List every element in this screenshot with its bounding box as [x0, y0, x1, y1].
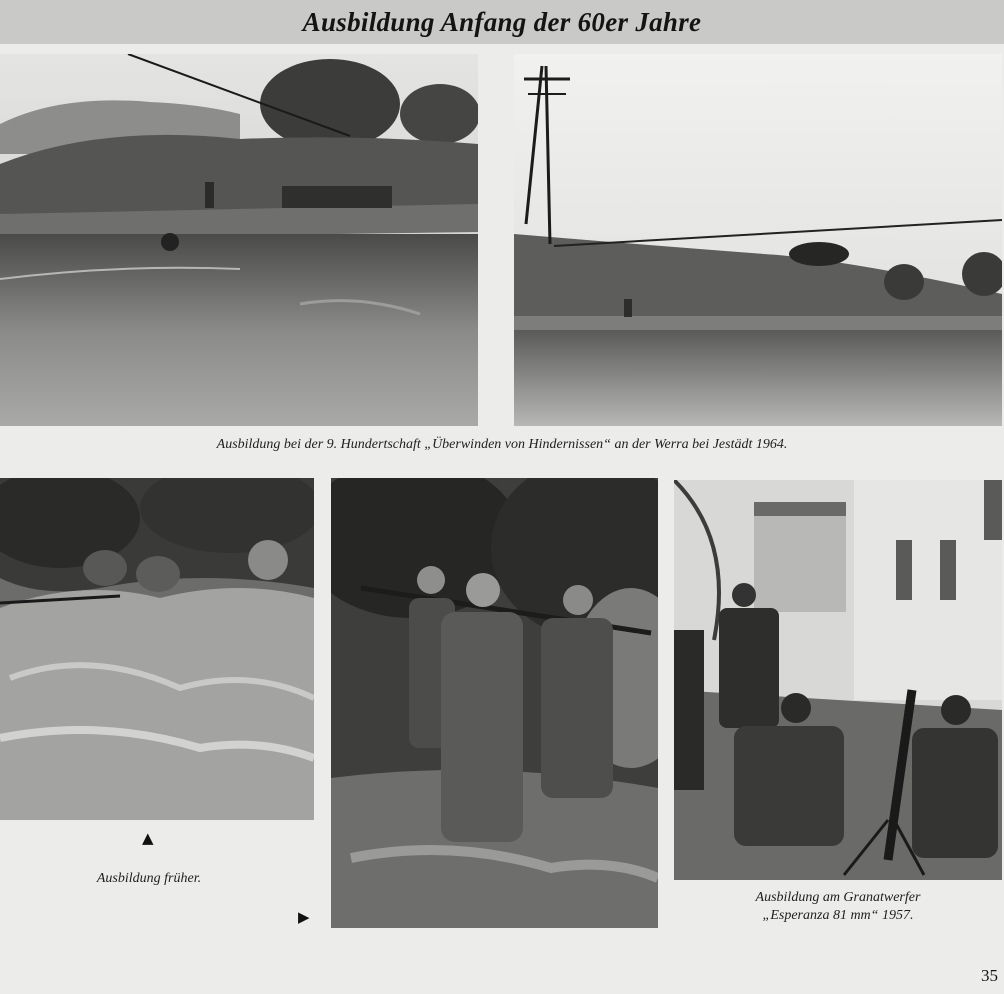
marker-up-arrow: ▲ — [142, 829, 154, 847]
caption-bottom-right-line1: Ausbildung am Granatwerfer — [755, 890, 921, 905]
photo-patrol-soldiers — [331, 478, 658, 928]
caption-top: Ausbildung bei der 9. Hundertschaft „Überwinden von Hindernissen“ an der Werra bei Jestädt 1964. — [216, 437, 788, 452]
photo-patrol-icon — [331, 478, 658, 928]
photo-mortar-training — [674, 480, 1002, 880]
photo-camouflage-icon — [0, 478, 314, 820]
photo-river-crossing-icon — [0, 54, 478, 426]
page-title: Ausbildung Anfang der 60er Jahre — [302, 6, 702, 37]
caption-bottom-right — [676, 889, 1000, 925]
photo-camouflaged-soldiers — [0, 478, 314, 820]
caption-bottom-right-line2: „Esperanza 81 mm“ 1957. — [762, 908, 914, 923]
page-number: 35 — [981, 966, 998, 985]
caption-bottom-left: Ausbildung früher. — [96, 871, 202, 886]
photo-rope-crossing — [514, 54, 1002, 426]
title-bar — [0, 0, 1004, 44]
photo-rope-crossing-icon — [514, 54, 1002, 426]
photo-mortar-icon — [674, 480, 1002, 880]
marker-right-arrow: ▶ — [298, 908, 310, 926]
photo-river-crossing — [0, 54, 478, 426]
